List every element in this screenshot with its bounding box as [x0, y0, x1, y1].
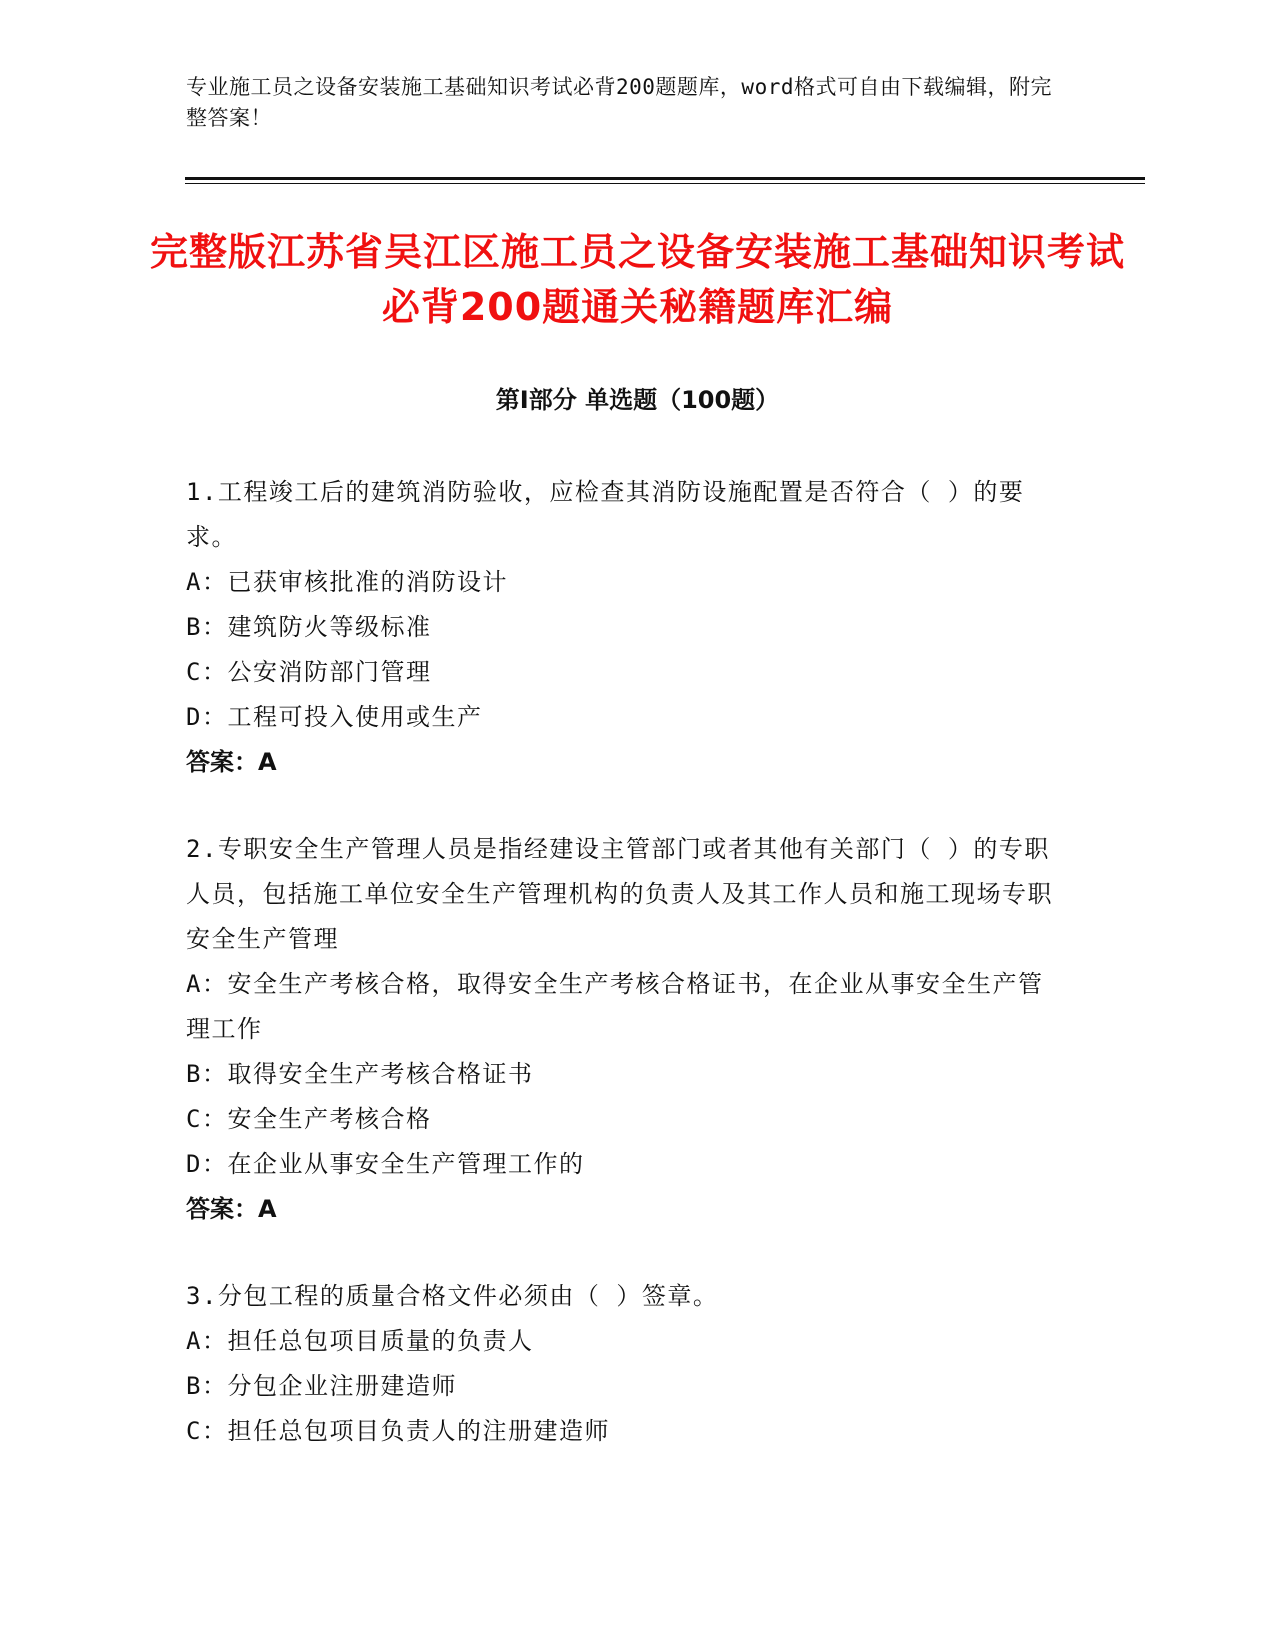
header-note: 专业施工员之设备安装施工基础知识考试必背200题题库，word格式可自由下载编辑，附完整答案！: [186, 75, 1052, 130]
option-c: C：公安消防部门管理: [186, 658, 432, 686]
answer: 答案：A: [186, 748, 277, 776]
option-a: A：已获审核批准的消防设计: [186, 568, 508, 596]
question-1: [186, 470, 1066, 785]
option-a: A：担任总包项目质量的负责人: [186, 1327, 534, 1355]
option-c: C：担任总包项目负责人的注册建造师: [186, 1417, 610, 1445]
question-3: [186, 1274, 1066, 1454]
option-b: B：建筑防火等级标准: [186, 613, 432, 641]
document-title: 完整版江苏省吴江区施工员之设备安装施工基础知识考试必背200题通关秘籍题库汇编: [150, 230, 1126, 329]
option-a: A：安全生产考核合格，取得安全生产考核合格证书，在企业从事安全生产管理工作: [186, 970, 1044, 1043]
section-heading: 第Ⅰ部分 单选题（100题）: [495, 386, 780, 414]
header-divider-thin: [185, 183, 1145, 184]
option-c: C：安全生产考核合格: [186, 1105, 432, 1133]
option-b: B：分包企业注册建造师: [186, 1372, 457, 1400]
question-stem: 2.专职安全生产管理人员是指经建设主管部门或者其他有关部门（ ）的专职人员，包括施工单位安全生产管理机构的负责人及其工作人员和施工现场专职安全生产管理: [186, 835, 1053, 953]
header-divider-thick: [185, 177, 1145, 180]
option-b: B：取得安全生产考核合格证书: [186, 1060, 534, 1088]
answer: 答案：A: [186, 1195, 277, 1223]
option-d: D：工程可投入使用或生产: [186, 703, 483, 731]
question-stem: 1.工程竣工后的建筑消防验收，应检查其消防设施配置是否符合（ ）的要求。: [186, 478, 1025, 551]
question-2: [186, 827, 1066, 1232]
question-stem: 3.分包工程的质量合格文件必须由（ ）签章。: [186, 1282, 719, 1310]
option-d: D：在企业从事安全生产管理工作的: [186, 1150, 585, 1178]
question-list: [186, 470, 1066, 1496]
